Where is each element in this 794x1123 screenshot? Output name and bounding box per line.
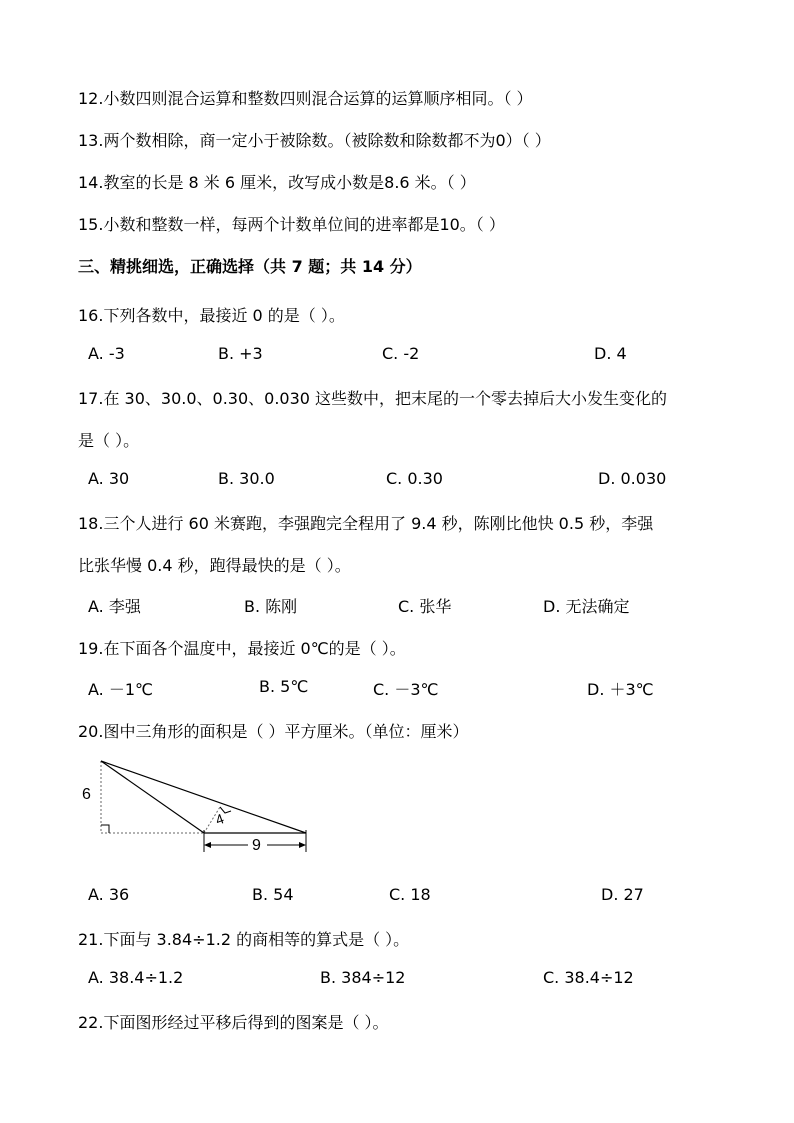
q16-option-b[interactable]: B. +3 <box>218 344 263 363</box>
question-15: 15.小数和整数一样，每两个计数单位间的进率都是10。（ ） <box>78 215 505 234</box>
q16-option-a[interactable]: A. -3 <box>88 344 125 363</box>
q21-option-a[interactable]: A. 38.4÷1.2 <box>88 968 184 987</box>
q19-option-d[interactable]: D. ＋3℃ <box>587 680 654 699</box>
q19-option-c[interactable]: C. －3℃ <box>373 680 439 699</box>
question-18-line-2: 比张华慢 0.4 秒，跑得最快的是（ ）。 <box>78 556 351 575</box>
question-21: 21.下面与 3.84÷1.2 的商相等的算式是（ ）。 <box>78 930 410 949</box>
q19-option-b[interactable]: B. 5℃ <box>259 677 309 696</box>
q20-option-d[interactable]: D. 27 <box>601 885 644 904</box>
q18-option-c[interactable]: C. 张华 <box>398 597 452 616</box>
q17-option-c[interactable]: C. 0.30 <box>386 469 443 488</box>
q21-option-b[interactable]: B. 384÷12 <box>320 968 406 987</box>
question-19: 19.在下面各个温度中，最接近 0℃的是（ ）。 <box>78 639 406 658</box>
q18-option-a[interactable]: A. 李强 <box>88 597 141 616</box>
q21-option-c[interactable]: C. 38.4÷12 <box>543 968 634 987</box>
question-14: 14.教室的长是 8 米 6 厘米，改写成小数是8.6 米。（ ） <box>78 173 476 192</box>
q17-option-b[interactable]: B. 30.0 <box>218 469 275 488</box>
q20-option-c[interactable]: C. 18 <box>389 885 431 904</box>
triangle-figure <box>70 752 320 862</box>
question-18-line-1: 18.三个人进行 60 米赛跑，李强跑完全程用了 9.4 秒，陈刚比他快 0.5 秒，李强 <box>78 514 654 533</box>
question-13: 13.两个数相除，商一定小于被除数。（被除数和除数都不为0）（ ） <box>78 131 551 150</box>
question-17-line-2: 是（ ）。 <box>78 431 140 450</box>
q16-option-d[interactable]: D. 4 <box>594 344 627 363</box>
question-20: 20.图中三角形的面积是（ ）平方厘米。（单位：厘米） <box>78 722 469 741</box>
q20-option-b[interactable]: B. 54 <box>252 885 294 904</box>
question-17-line-1: 17.在 30、30.0、0.30、0.030 这些数中，把末尾的一个零去掉后大小发生变化的 <box>78 389 668 408</box>
q17-option-d[interactable]: D. 0.030 <box>598 469 667 488</box>
q19-option-a[interactable]: A. －1℃ <box>88 680 153 699</box>
q20-option-a[interactable]: A. 36 <box>88 885 130 904</box>
q16-option-c[interactable]: C. -2 <box>382 344 420 363</box>
altitude-label: 4 <box>213 810 226 828</box>
q18-option-b[interactable]: B. 陈刚 <box>244 597 298 616</box>
q17-option-a[interactable]: A. 30 <box>88 469 130 488</box>
section-3-title: 三、精挑细选，正确选择（共 7 题；共 14 分） <box>78 257 422 276</box>
height-label: 6 <box>82 786 91 803</box>
q18-option-d[interactable]: D. 无法确定 <box>543 597 630 616</box>
question-22: 22.下面图形经过平移后得到的图案是（ ）。 <box>78 1013 389 1032</box>
question-12: 12.小数四则混合运算和整数四则混合运算的运算顺序相同。（ ） <box>78 89 533 108</box>
question-16: 16.下列各数中，最接近 0 的是（ ）。 <box>78 306 345 325</box>
base-label: 9 <box>252 837 261 854</box>
